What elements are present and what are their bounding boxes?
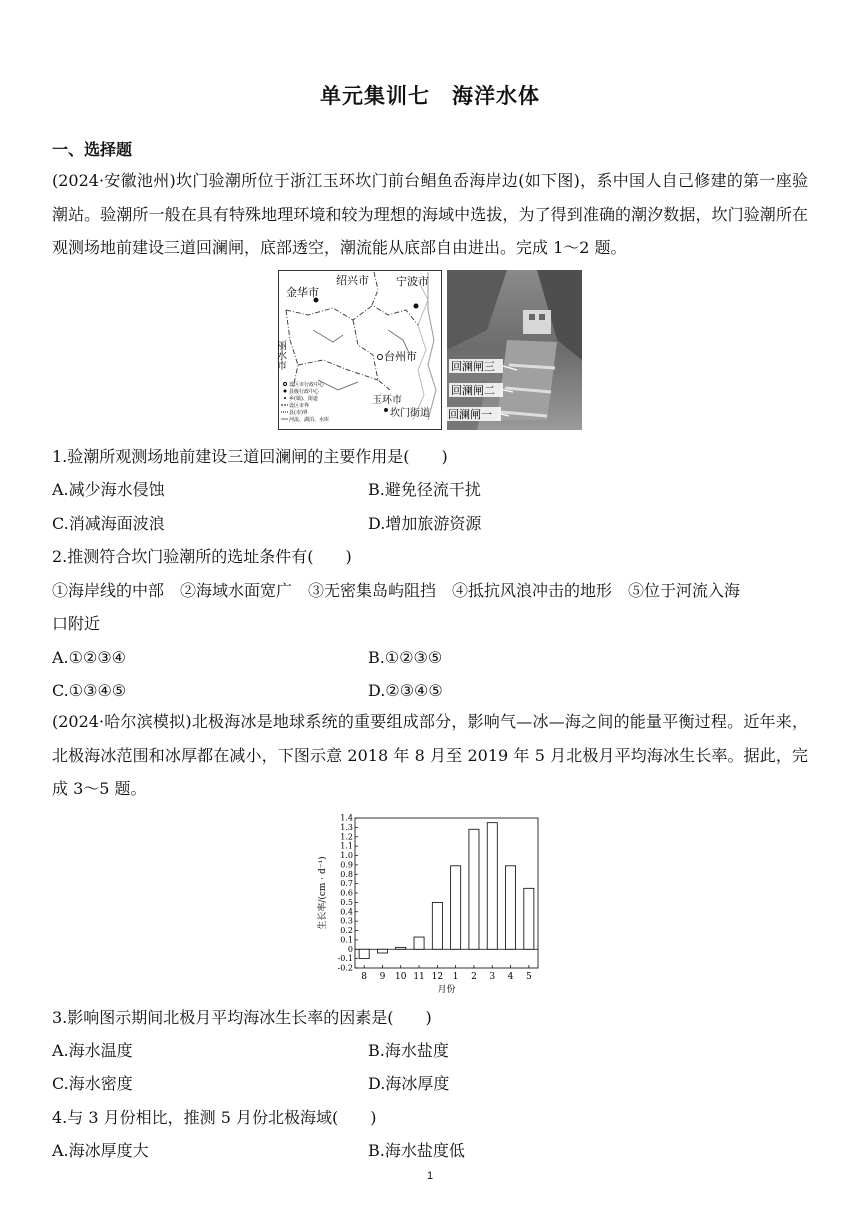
x-tick-label: 2	[471, 972, 477, 982]
intro-paragraph-2: (2024·哈尔滨模拟)北极海冰是地球系统的重要组成部分，影响气—冰—海之间的能量平衡过程。近年来，北极海冰范围和冰厚都在减小，下图示意 2018 年 8 月至 2019 年 5 月北极月平均海冰生长率。据此，完成 3～5 题。	[52, 712, 808, 798]
x-axis-label: 月份	[437, 985, 456, 995]
map-legend-item: 设区市行政中心	[289, 382, 325, 388]
map-label-jinhua: 金华市	[286, 286, 319, 299]
y-tick-label: 1.2	[340, 832, 353, 842]
map-label-ningbo: 宁波市	[396, 275, 429, 288]
q3-option-c: C.海水密度	[52, 1074, 133, 1093]
y-tick-label: 0.9	[340, 860, 353, 870]
question-2-stem: 2.推测符合坎门验潮所的选址条件有( )	[52, 547, 352, 566]
x-tick-label: 1	[452, 972, 459, 982]
map-label-taizhou: 台州市	[384, 350, 417, 363]
q2-option-b: B.①②③⑤	[368, 648, 443, 667]
q1-option-b: B.避免径流干扰	[368, 480, 481, 499]
photo-label-gate-3: 回澜闸三	[451, 360, 495, 373]
y-tick-label: -0.2	[337, 963, 353, 973]
map-legend-item: 县(市)界	[289, 410, 308, 416]
page-title: 单元集训七 海洋水体	[320, 84, 540, 108]
map-label-yuhuan: 玉环市	[372, 395, 402, 406]
map-figure	[274, 270, 442, 430]
chart-svg	[310, 812, 550, 1002]
x-tick-label: 8	[361, 972, 368, 982]
bar	[506, 866, 516, 949]
map-legend-item: 乡(镇)、街道	[289, 396, 318, 402]
bar	[487, 823, 497, 950]
q3-option-a: A.海水温度	[52, 1041, 133, 1060]
section-heading: 一、选择题	[52, 140, 133, 159]
q2-option-a: A.①②③④	[52, 648, 127, 667]
y-tick-label: 0.4	[340, 907, 353, 917]
zhejiang-map	[274, 270, 442, 430]
bar	[469, 829, 479, 949]
x-tick-label: 11	[413, 972, 425, 982]
intro-paragraph-1: (2024·安徽池州)坎门验潮所位于浙江玉环坎门前台鲳鱼岙海岸边(如下图)，系中国人自己修建的第一座验潮站。验潮所一般在具有特殊地理环境和较为理想的海域中选拔，为了得到准确的潮汐数据，坎门验潮所在观测场地前建设三道回澜闸，底部透空，潮流能从底部自由进出。完成 1～2 题。	[52, 171, 808, 257]
x-tick-label: 3	[489, 972, 496, 982]
bar	[524, 888, 534, 949]
q3-option-d: D.海冰厚度	[368, 1074, 450, 1093]
map-label-kanmen: 坎门街道	[390, 408, 430, 419]
y-tick-label: -0.1	[337, 954, 353, 964]
q1-option-d: D.增加旅游资源	[368, 514, 482, 533]
x-tick-label: 9	[379, 972, 386, 982]
y-tick-label: 0.7	[340, 879, 353, 889]
y-axis-label: 生长率/(cm · d⁻¹)	[318, 856, 328, 930]
photo-figure	[447, 270, 582, 430]
y-tick-label: 0.8	[340, 869, 353, 879]
map-label-shaoxing: 绍兴市	[336, 274, 369, 287]
growth-rate-chart	[310, 812, 550, 1002]
map-legend-item: 河流、湖泊、水库	[289, 417, 330, 423]
map-label-lishui: 丽水市	[274, 340, 286, 370]
x-tick-label: 5	[525, 972, 532, 982]
bar	[377, 949, 387, 953]
y-tick-label: 0.6	[340, 888, 353, 898]
q2-option-c: C.①③④⑤	[52, 681, 127, 700]
q3-option-b: B.海水盐度	[368, 1041, 449, 1060]
bar	[396, 947, 406, 949]
question-3-stem: 3.影响图示期间北极月平均海冰生长率的因素是( )	[52, 1008, 432, 1027]
y-tick-label: 0.1	[340, 935, 353, 945]
y-tick-label: 1.3	[340, 822, 353, 832]
q2-items-line-1: ①海岸线的中部 ②海域水面宽广 ③无密集岛屿阻挡 ④抵抗风浪冲击的地形 ⑤位于河流入海	[52, 581, 741, 600]
question-4-stem: 4.与 3 月份相比，推测 5 月份北极海域( )	[52, 1108, 377, 1127]
page-number: 1	[426, 1170, 434, 1182]
map-legend-item: 县级行政中心	[289, 389, 320, 395]
x-tick-label: 10	[395, 972, 407, 982]
bar	[432, 902, 442, 949]
q1-option-a: A.减少海水侵蚀	[52, 480, 165, 499]
q4-option-a: A.海冰厚度大	[52, 1141, 149, 1160]
y-tick-label: 0.2	[340, 926, 353, 935]
y-tick-label: 0.3	[340, 916, 353, 926]
q2-option-d: D.②③④⑤	[368, 681, 443, 700]
q4-option-b: B.海水盐度低	[368, 1141, 465, 1160]
x-tick-label: 12	[431, 972, 444, 982]
photo-label-gate-2: 回澜闸二	[451, 384, 495, 397]
x-tick-label: 4	[507, 972, 514, 982]
y-tick-label: 0.5	[340, 897, 353, 907]
map-legend-item: 设区市界	[289, 403, 310, 409]
bar	[414, 937, 424, 949]
question-1-stem: 1.验潮所观测场地前建设三道回澜闸的主要作用是( )	[52, 447, 448, 466]
y-tick-label: 1.4	[340, 813, 353, 823]
q2-items-line-2: 口附近	[52, 614, 101, 633]
photo-label-gate-1: 回澜闸一	[448, 408, 492, 421]
y-tick-label: 1.1	[340, 841, 353, 851]
y-tick-label: 0	[347, 944, 353, 954]
bar	[451, 866, 461, 949]
bar	[359, 949, 369, 958]
seawall-photo	[447, 270, 582, 430]
y-tick-label: 1.0	[340, 851, 353, 860]
q1-option-c: C.消减海面波浪	[52, 514, 165, 533]
